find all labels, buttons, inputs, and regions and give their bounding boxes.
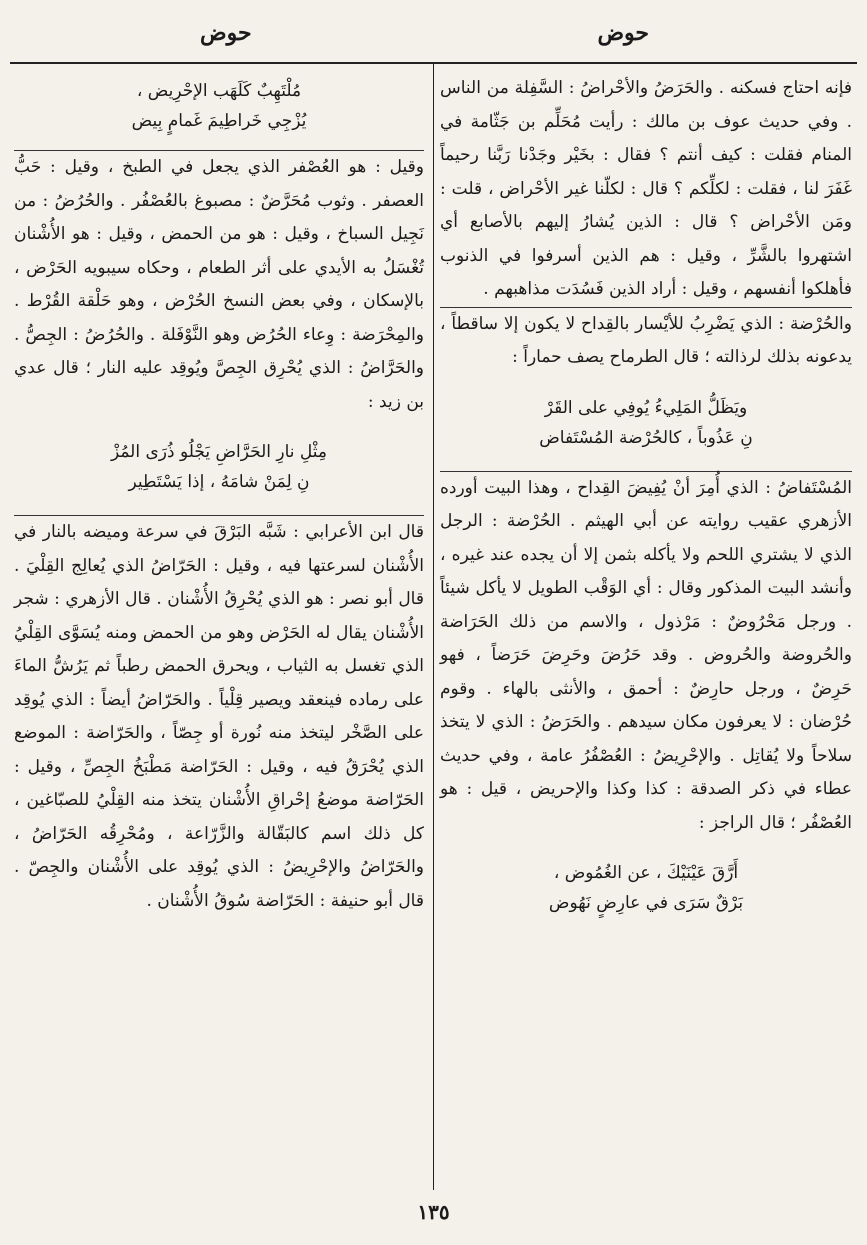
- left-verse-0: [14, 76, 424, 136]
- left-verse-1: [14, 437, 424, 497]
- column-divider: [433, 62, 434, 1190]
- left-column: [14, 72, 424, 918]
- right-column: [440, 72, 852, 936]
- right-verse-1: [440, 393, 852, 453]
- verse-line: مِثْلِ نارِ الحَرَّاضِ يَجْلُو ذُرَى المُزْ: [110, 442, 328, 462]
- verse-line: ويَظَلُّ المَلِيءُ يُوفِي على القَرْ: [544, 397, 748, 418]
- left-paragraph-1: وقيل : هو العُصْفر الذي يجعل في الطبخ ، وقيل : حَبُّ العصفر . وثوب مُحَرَّضٌ : مصبوغ بالعُصْفُر . والحُرُضُ : من نَجِيل السباخ ، وقيل : هو من الحمض ، وقيل : هو الأُشْنان تُغْسَلُ به الأيدي على أثر الطعام ، وحكاه سيبويه الحَرْض ، بالإسكان ، وفي بعض النسخ الحُرْض ، وهو حَلْقة القُرْط . والمِحْرَضة : وِعاء الحُرُض وهو النَّوْفَلة . والحُرُضُ : الجِصُّ . والحَرَّاضُ : الذي يُحْرِق الجِصَّ ويُوقِد عليه النار ؛ قال عدي بن زيد :: [14, 157, 424, 412]
- right-paragraph-1: فإنه احتاج فسكنه . والحَرَضُ والأحْراضُ : السَّفِلة من الناس . وفي حديث عوف بن مالك : رأيت مُحَلِّم بن جَثّامة في المنام فقلت : كيف أنتم ؟ فقال : بخَيْر وجَدْنا رَبَّنا رحيماً غَفَرَ لنا ، فقلت : لكلِّكم ؟ قال : لكلّنا غير الأحْراض ، قلت : ومَن الأحْراض ؟ قال : الذين يُشارُ إليهم بالأصابع أي اشتهروا بالشَّرِّ ، وقيل : هم الذين أسرفوا في الذنوب فأهلكوا أنفسهم ، وقيل : أراد الذين فَسُدَت مذاهبهم .: [440, 78, 852, 299]
- verse-line: نِ عَذُوباً ، كالحُرْضة المُسْتَفاض: [539, 427, 753, 448]
- running-head-right: حوض: [597, 20, 649, 46]
- verse-line: أَرَّقَ عَيْنَيْكَ ، عن الغُمُوض ،: [553, 863, 739, 883]
- verse-line: نِ لِمَنْ شامَهُ ، إذا يَسْتَطِير: [128, 472, 310, 492]
- page-header: [0, 14, 867, 54]
- running-head-left: حوض: [200, 20, 252, 46]
- right-verse-2: [440, 858, 852, 918]
- page-number: ١٣٥: [417, 1200, 450, 1224]
- right-paragraph-2: والحُرْضة : الذي يَضْرِبُ للأيْسار بالقِداح لا يكون إلا ساقطاً ، يدعونه بذلك لرذالته ؛ قال الطرماح يصف حماراً :: [440, 313, 852, 367]
- verse-line: بَرْقٌ سَرَى في عارِضٍ نَهُوض: [548, 893, 744, 913]
- verse-line: مُلْتَهِبٌ كَلَهَب الإحْرِيض ،: [136, 81, 302, 101]
- right-paragraph-3: المُسْتَفاضُ : الذي أُمِرَ أنْ يُفِيضَ القِداح ، وهذا البيت أورده الأزهري عقيب روايته عن أبي الهيثم . الحُرْضة : الرجل الذي لا يشتري اللحم ولا يأكله بثمن إلا أن يجده عند غيره ، وأنشد البيت المذكور وقال : أي الوَقْب الطويل لا يأكل شيئاً . ورجل مَحْرُوضٌ : مَرْذول ، والاسم من ذلك الحَرَاضة والحُروضة والحُروض . وقد حَرُضَ وحَرِضَ حَرَضاً ، فهو حَرِضٌ ، ورجل حارِضٌ : أحمق ، والأنثى بالهاء . وقوم حُرْضان : لا يعرفون مكان سيدهم . والحَرَضُ : الذي لا يتخذ سلاحاً ولا يُقاتِل . والإحْرِيضُ : العُصْفُرُ عامة ، وفي حديث عطاء في ذكر الصدقة : كذا وكذا والإحريض ، قيل : هو العُصْفُر ؛ قال الراجز :: [440, 477, 852, 833]
- verse-line: يُزْجِي خَراطِيمَ غَمامٍ بِيض: [131, 111, 307, 131]
- left-paragraph-2: قال ابن الأعرابي : شَبَّه البَرْقَ في سرعة وميضه بالنار في الأُشْنان لسرعتها فيه ، وقيل : الحَرّاضُ الذي يُعالِج القِلْيَ . قال أبو نصر : هو الذي يُحْرِقُ الأُشْنان . قال الأزهري : شجر الأُشْنان يقال له الحَرْض وهو من الحمض ومنه يُسَوَّى القِلْيُ الذي تغسل به الثياب ، ويحرق الحمض رطباً ثم يَرُشُّ الماءَ على رماده فينعقد ويصير قِلْياً . والحَرّاضُ أيضاً : الذي يُوقِد على الصَّخْر ليتخذ منه نُورة أو جِصّاً ، والحَرّاضة : الموضع الذي يُحْرَقُ فيه ، وقيل : الحَرّاضة مَطْبَخُ الجِصِّ ، وقيل : الحَرّاضة موضعُ إحْراقِ الأُشْنان يتخذ منه القِلْيُ للصبّاغين ، كل ذلك اسم كالبَقّالة والزَّرّاعة ، ومُحْرِقُه الحَرّاضُ ، والحَرّاضُ والإحْرِيضُ : الذي يُوقِد على الأُشْنان والجِصّ . قال أبو حنيفة : الحَرّاضة سُوقُ الأُشْنان .: [14, 522, 424, 911]
